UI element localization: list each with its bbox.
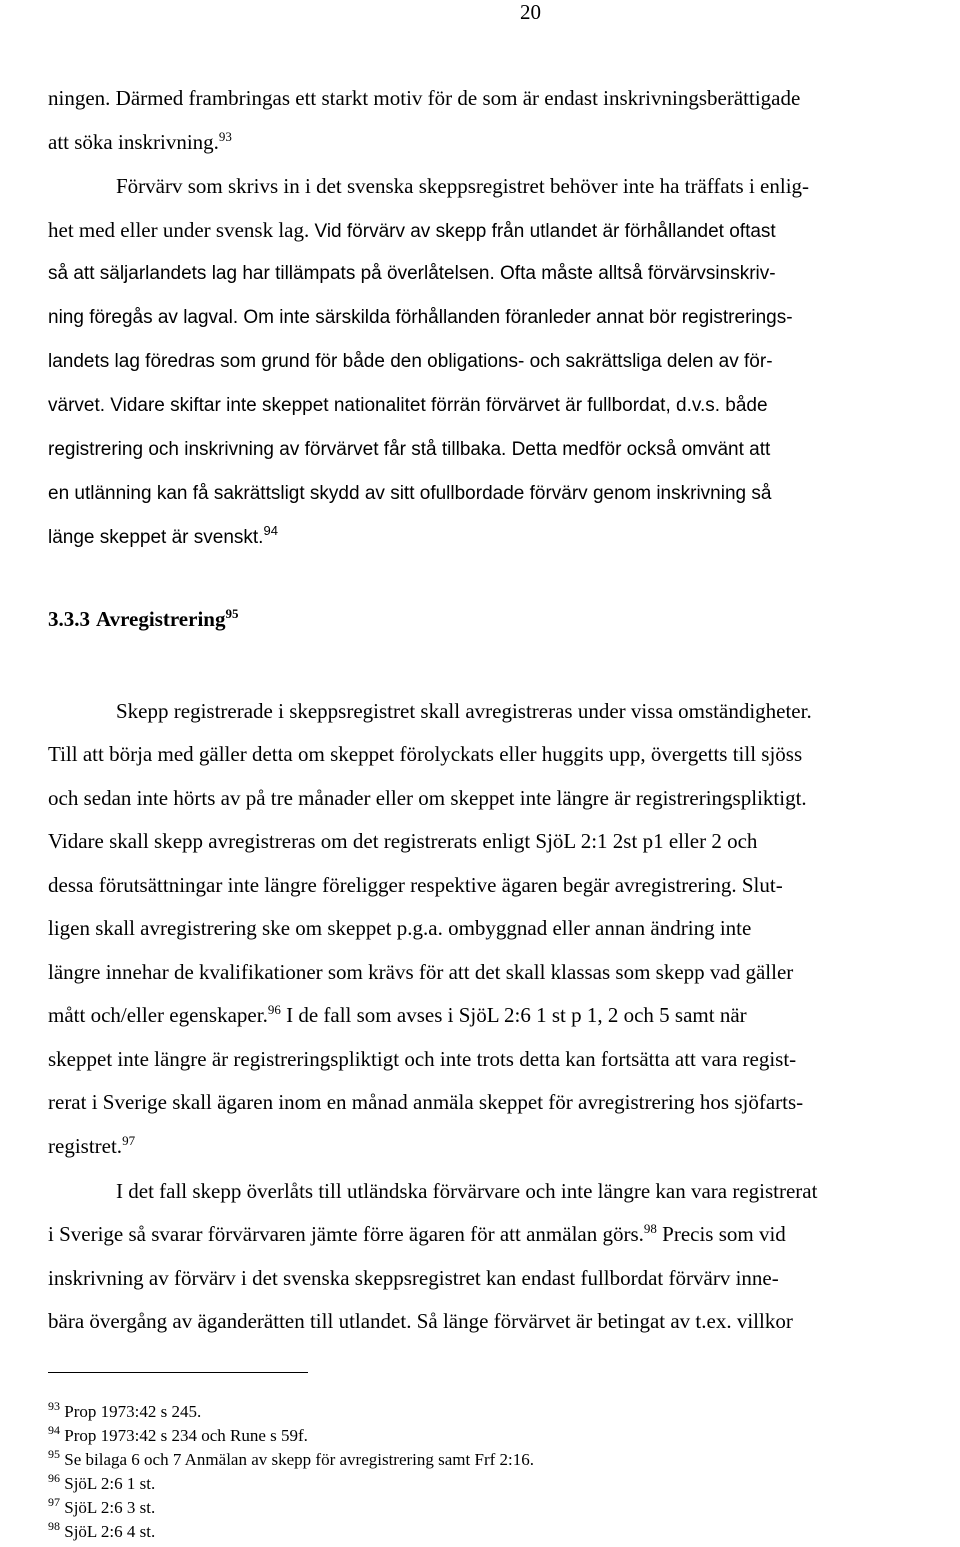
body-line: [48, 218, 776, 244]
body-line: Vidare skall skepp avregistreras om det registrerats enligt SjöL 2:1 2st p1 eller 2 och: [48, 829, 758, 853]
body-line: [48, 1222, 786, 1246]
footnote: [48, 1471, 156, 1494]
footnote-number: 97: [48, 1495, 60, 1509]
body-line: Skepp registrerade i skeppsregistret skall avregistreras under vissa omständigheter.: [116, 699, 812, 723]
footnote-ref[interactable]: 96: [267, 1002, 281, 1017]
body-line: [48, 1003, 747, 1027]
body-text: registret.: [48, 1134, 123, 1158]
body-line: Förvärv som skrivs in i det svenska skeppsregistret behöver inte ha träffats i enlig-: [116, 174, 810, 198]
footnote-text: SjöL 2:6 1 st.: [64, 1474, 156, 1493]
footnote-text: Prop 1973:42 s 234 och Rune s 59f.: [64, 1426, 308, 1445]
footnote-ref[interactable]: 95: [225, 606, 239, 621]
body-text: länge skeppet är svenskt.: [48, 527, 264, 548]
body-line: en utlänning kan få sakrättsligt skydd av sitt ofullbordade förvärv genom inskrivning så: [48, 483, 772, 504]
body-line: längre innehar de kvalifikationer som krävs för att det skall klassas som skepp vad gäller: [48, 960, 794, 984]
body-line: och sedan inte hörts av på tre månader eller om skeppet inte längre är registreringspliktigt.: [48, 786, 807, 810]
footnote-number: 96: [48, 1471, 60, 1485]
body-line: registrering och inskrivning av förvärvet får stå tillbaka. Detta medför också omvänt att: [48, 439, 771, 460]
body-text: i Sverige så svarar förvärvaren jämte förre ägaren för att anmälan görs.: [48, 1222, 644, 1246]
page-number: 20: [520, 0, 541, 24]
footnote-divider: [48, 1372, 308, 1373]
footnote-text: Se bilaga 6 och 7 Anmälan av skepp för avregistrering samt Frf 2:16.: [64, 1450, 534, 1469]
body-line: så att säljarlandets lag har tillämpats på överlåtelsen. Ofta måste alltså förvärvsinskriv-: [48, 263, 776, 284]
body-line: Till att börja med gäller detta om skeppet förolyckats eller huggits upp, övergetts till sjöss: [48, 742, 803, 766]
footnote-number: 98: [48, 1519, 60, 1533]
body-line: ning föregås av lagval. Om inte särskilda förhållanden föranleder annat bör registrerings-: [48, 307, 793, 328]
body-text: mått och/eller egenskaper.: [48, 1003, 268, 1027]
body-text: Precis som vid: [662, 1222, 786, 1246]
body-line: inskrivning av förvärv i det svenska skeppsregistret kan endast fullbordat förvärv inne-: [48, 1266, 779, 1290]
body-line: [48, 1134, 135, 1158]
body-text: I de fall som avses i SjöL 2:6 1 st p 1, 2 och 5 samt när: [286, 1003, 747, 1027]
body-line: värvet. Vidare skiftar inte skeppet nationalitet förrän förvärvet är fullbordat, d.v.s. både: [48, 395, 768, 416]
body-line: landets lag föredras som grund för både den obligations- och sakrättsliga delen av för-: [48, 351, 773, 372]
footnote-ref[interactable]: 93: [218, 129, 232, 144]
body-line: bära övergång av äganderätten till utlandet. Så länge förvärvet är betingat av t.ex. villkor: [48, 1309, 793, 1333]
section-heading: [48, 606, 238, 632]
footnote-number: 93: [48, 1399, 60, 1413]
section-number: 3.3.3: [48, 607, 90, 631]
footnote: [48, 1399, 202, 1422]
footnote: [48, 1519, 156, 1542]
body-line: rerat i Sverige skall ägaren inom en månad anmäla skeppet för avregistrering hos sjöfarts-: [48, 1090, 804, 1114]
body-line: [48, 523, 278, 550]
body-line: ligen skall avregistrering ske om skeppet p.g.a. ombyggnad eller annan ändring inte: [48, 916, 752, 940]
body-line: [48, 130, 232, 154]
body-text: het med eller under svensk lag.: [48, 218, 310, 242]
footnote-number: 94: [48, 1423, 60, 1437]
body-text: att söka inskrivning.: [48, 130, 219, 154]
body-line: dessa förutsättningar inte längre föreligger respektive ägaren begär avregistrering. Slut-: [48, 873, 783, 897]
footnote: [48, 1447, 534, 1470]
footnote-ref[interactable]: 94: [263, 523, 278, 538]
body-line: I det fall skepp överlåts till utländska förvärvare och inte längre kan vara registrerat: [116, 1179, 818, 1203]
footnote: [48, 1495, 156, 1518]
body-line: skeppet inte längre är registreringspliktigt och inte trots detta kan fortsätta att vara regist-: [48, 1047, 797, 1071]
section-title: Avregistrering: [96, 607, 226, 631]
body-text: Vid förvärv av skepp från utlandet är förhållandet oftast: [314, 221, 776, 242]
footnote-ref[interactable]: 97: [122, 1133, 136, 1148]
footnote-text: SjöL 2:6 3 st.: [64, 1498, 156, 1517]
footnote-number: 95: [48, 1447, 60, 1461]
footnote-text: SjöL 2:6 4 st.: [64, 1522, 156, 1541]
body-line: ningen. Därmed frambringas ett starkt motiv för de som är endast inskrivningsberättigade: [48, 86, 801, 110]
footnote-ref[interactable]: 98: [643, 1221, 657, 1236]
footnote: [48, 1423, 308, 1446]
footnote-text: Prop 1973:42 s 245.: [64, 1402, 202, 1421]
